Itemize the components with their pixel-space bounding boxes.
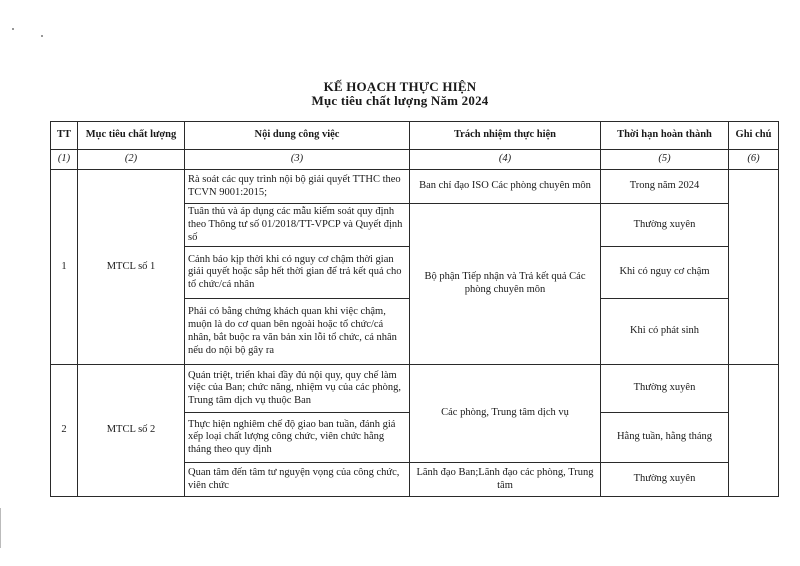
row-content: Thực hiện nghiêm chế độ giao ban tuần, đánh giá xếp loại chất lượng công chức, viên chức hằng tháng theo quy định	[185, 413, 410, 463]
scan-speck	[41, 35, 43, 37]
row-content: Phải có bằng chứng khách quan khi việc chậm, muộn là do cơ quan bên ngoài hoặc tổ chức/cá nhân, bắt buộc ra văn bản xin lỗi tổ chức, cá nhân nếu do nội bộ gây ra	[185, 299, 410, 365]
row-deadline: Khi có phát sinh	[601, 299, 729, 365]
row-deadline: Trong năm 2024	[601, 170, 729, 204]
header-goal: Mục tiêu chất lượng	[78, 122, 185, 150]
header-row	[51, 122, 779, 150]
scan-speck	[12, 28, 14, 30]
header-note: Ghi chú	[729, 122, 779, 150]
row-note	[729, 170, 779, 365]
document-subtitle: Mục tiêu chất lượng Năm 2024	[311, 93, 489, 108]
row-deadline: Khi có nguy cơ chậm	[601, 247, 729, 299]
column-number-row	[51, 150, 779, 170]
plan-table	[50, 121, 779, 497]
row-content: Quan tâm đến tâm tư nguyện vọng của công chức, viên chức	[185, 463, 410, 497]
header-responsibility: Trách nhiệm thực hiện	[410, 122, 601, 150]
header-deadline: Thời hạn hoàn thành	[601, 122, 729, 150]
row-responsibility: Bộ phận Tiếp nhận và Trả kết quả Các phòng chuyên môn	[410, 204, 601, 365]
row-deadline: Thường xuyên	[601, 463, 729, 497]
col-number: (6)	[729, 150, 779, 170]
table-row	[51, 365, 779, 413]
row-content: Rà soát các quy trình nội bộ giải quyết TTHC theo TCVN 9001:2015;	[185, 170, 410, 204]
row-deadline: Thường xuyên	[601, 204, 729, 247]
row-goal: MTCL số 1	[78, 170, 185, 365]
row-deadline: Thường xuyên	[601, 365, 729, 413]
col-number: (3)	[185, 150, 410, 170]
row-goal: MTCL số 2	[78, 365, 185, 497]
col-number: (2)	[78, 150, 185, 170]
row-content: Cảnh báo kịp thời khi có nguy cơ chậm thời gian giải quyết hoặc sắp hết thời gian để trả kết quả cho tổ chức/cá nhân	[185, 247, 410, 299]
table-row	[51, 170, 779, 204]
col-number: (1)	[51, 150, 78, 170]
scan-edge-mark	[0, 508, 4, 548]
row-responsibility: Ban chỉ đạo ISO Các phòng chuyên môn	[410, 170, 601, 204]
header-content: Nội dung công việc	[185, 122, 410, 150]
row-responsibility: Lãnh đạo Ban;Lãnh đạo các phòng, Trung tâm	[410, 463, 601, 497]
row-content: Tuân thủ và áp dụng các mẫu kiểm soát quy định theo Thông tư số 01/2018/TT-VPCP và Quyết định số	[185, 204, 410, 247]
row-content: Quán triệt, triển khai đầy đủ nội quy, quy chế làm việc của Ban; chức năng, nhiệm vụ của các phòng, Trung tâm dịch vụ thuộc Ban	[185, 365, 410, 413]
col-number: (4)	[410, 150, 601, 170]
row-note	[729, 365, 779, 497]
col-number: (5)	[601, 150, 729, 170]
document-title: KẾ HOẠCH THỰC HIỆN	[323, 79, 477, 94]
row-responsibility: Các phòng, Trung tâm dịch vụ	[410, 365, 601, 463]
row-tt: 2	[51, 365, 78, 497]
row-tt: 1	[51, 170, 78, 365]
row-deadline: Hằng tuần, hằng tháng	[601, 413, 729, 463]
header-tt: TT	[51, 122, 78, 150]
